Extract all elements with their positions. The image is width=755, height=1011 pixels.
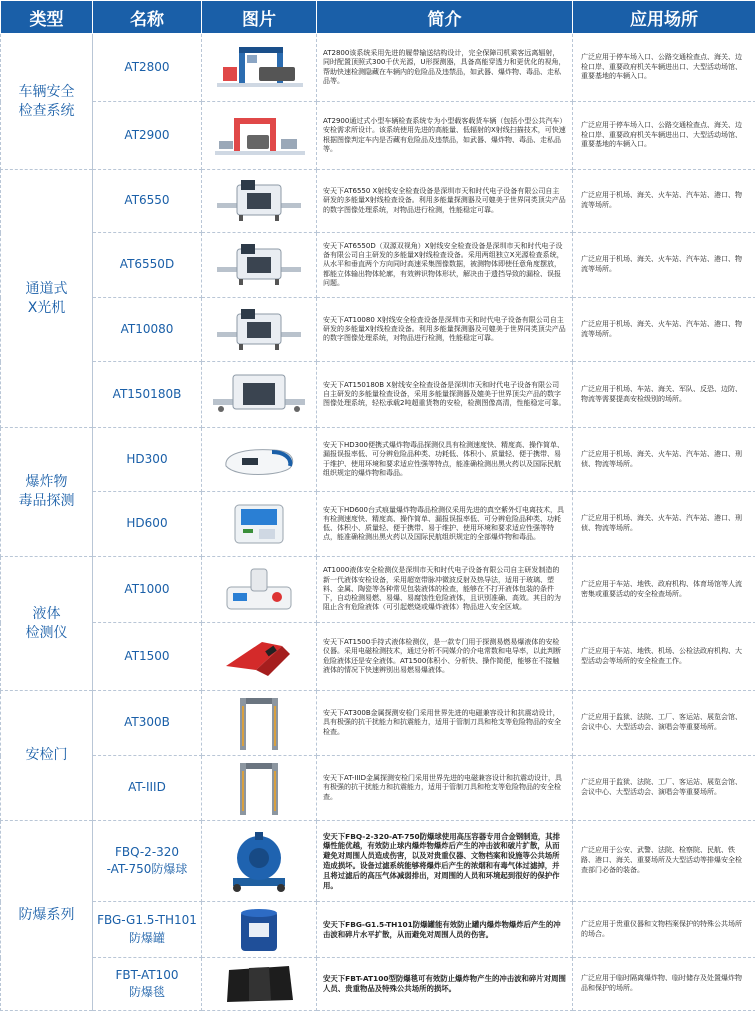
xray-scanner-icon: [202, 306, 316, 354]
product-application: 广泛应用于公安、武警、法院、检察院、民航、铁路、港口、海关、重要场所及大型活动等排爆安全检查部门必备的装备。: [573, 821, 755, 902]
category-cell: 液体 检测仪: [1, 557, 93, 691]
liquid-detector-icon: [202, 565, 316, 615]
product-name: AT6550D: [93, 233, 202, 298]
product-image: [202, 34, 317, 102]
product-image: [202, 691, 317, 756]
product-name: FBQ-2-320 -AT-750防爆球: [93, 821, 202, 902]
product-intro: 安天下AT1500手持式液体检测仪，是一款专门用于探测易燃易爆液体的安检仪器。采用电磁检测技术，通过分析不同媒介的介电常数和电导率，以此判断危险液体还是安全液体。AT1500体积小、分析快、操作简便，能够在不接触液体的情况下快速辨别出易燃易爆液体。: [317, 623, 573, 691]
category-cell: 车辆安全 检查系统: [1, 34, 93, 170]
product-image: [202, 362, 317, 428]
table-row: [1, 756, 755, 821]
vehicle-arch-scanner-icon: [202, 111, 316, 161]
product-application: 广泛应用于机场、海关、火车站、汽车站、港口、物流等场所。: [573, 298, 755, 362]
product-image: [202, 756, 317, 821]
product-application: 广泛应用于停车场入口、公路交通检查点、海关、边检口岸、重要政府机关车辆进出口、大型活动场馆、重要基地的车辆入口。: [573, 102, 755, 170]
xray-scanner-icon: [202, 177, 316, 225]
table-row: [1, 362, 755, 428]
category-cell: 安检门: [1, 691, 93, 821]
table-row: [1, 428, 755, 492]
product-intro: AT2800该系统采用先进的履带输送结构设计，完全保障司机乘客远离辐射，同时配置顶照式300千伏光源，U形探测器，具备高能穿透力和更优化的视角，帮助快速检测隐藏在车辆内的危险品及违禁品，如武器、爆炸物、毒品、走私品等。: [317, 34, 573, 102]
handheld-liquid-scanner-icon: [202, 632, 316, 682]
table-row: [1, 958, 755, 1011]
product-intro: AT2900通过式小型车辆检查系统专为小型载客载货车辆（包括小型公共汽车）安检需求所设计。该系统使用先进的高能量、低辐射的X射线扫描技术，可快速根据图像判定车内是否藏有危险品及违禁品，如武器、爆炸物、毒品、走私品等。: [317, 102, 573, 170]
walkthrough-metal-detector-icon: [202, 694, 316, 752]
product-application: 广泛应用于停车场入口、公路交通检查点、海关、边检口岸、重要政府机关车辆进出口、大型活动场馆、重要基地的车辆入口。: [573, 34, 755, 102]
product-name: FBT-AT100 防爆毯: [93, 958, 202, 1011]
product-image: [202, 958, 317, 1011]
desktop-trace-detector-icon: [202, 499, 316, 549]
table-header-row: [1, 1, 755, 34]
product-application: 广泛应用于机场、海关、火车站、汽车站、港口、物流等场所。: [573, 233, 755, 298]
header-intro: 简介: [317, 1, 573, 34]
product-intro: 安天下FBQ-2-320-AT-750防爆球使用高压容器专用合金钢制造，其排爆性能优越，有效防止球内爆炸物爆炸后产生的冲击波和破片扩散，从而避免对周围人员造成伤害，以及对贵重仪器、文物档案和设施等公共场所造成损坏。设备过滤系统能够将爆炸后产生的浓烟和有毒气体过滤掉，并且将过滤后的高压气体减弱排出，对周围的人员和环境起到很好的保护作用。: [317, 821, 573, 902]
table-row: [1, 821, 755, 902]
product-image: [202, 557, 317, 623]
product-application: 广泛应用于机场、海关、火车站、汽车站、港口、刑侦、物流等场所。: [573, 492, 755, 557]
product-image: [202, 298, 317, 362]
product-name: AT10080: [93, 298, 202, 362]
table-row: [1, 298, 755, 362]
product-name: AT6550: [93, 170, 202, 233]
handheld-trace-detector-icon: [202, 436, 316, 484]
explosion-proof-blanket-icon: [202, 960, 316, 1008]
product-intro: 安天下AT300B金属探测安检门采用世界先进的电磁兼容设计和抗震动设计，具有极强的抗干扰能力和抗震能力，适用于管制刀具和枪支等危险物品的安全检查。: [317, 691, 573, 756]
product-intro: 安天下FBT-AT100型防爆毯可有效防止爆炸物产生的冲击波和碎片对周围人员、贵重物品及特殊公共场所的损坏。: [317, 958, 573, 1011]
product-application: 广泛应用于机场、海关、火车站、汽车站、港口、刑侦、物流等场所。: [573, 428, 755, 492]
product-intro: 安天下AT6550D（双源双视角）X射线安全检查设备是深圳市天和时代电子设备有限公司自主研发的多能量X射线检查设备。采用两组独立X光源检查系统，从水平和垂直两个方向同时高速采集图像数据，被测物体即使任意角度摆放，都能立体输出物体轮廓，有效辨识物体形状，解决由于遗挡导致的漏检、误报问题。: [317, 233, 573, 298]
product-intro: 安天下AT10080 X射线安全检查设备是深圳市天和时代电子设备有限公司自主研发的多能量X射线检查设备。利用多能量探测器及可媲美于世界同类顶尖产品的数字图像处理系统，对物品进行检测，性能稳定可靠。: [317, 298, 573, 362]
product-application: 广泛应用于车站、地铁、机场、公检法政府机构、大型活动会等场所的安全检查工作。: [573, 623, 755, 691]
product-intro: 安天下FBG-G1.5-TH101防爆罐能有效防止罐内爆炸物爆炸后产生的冲击波和碎片水平扩散，从而避免对周围人员的伤害。: [317, 902, 573, 958]
product-name: AT2800: [93, 34, 202, 102]
product-name: AT300B: [93, 691, 202, 756]
product-application: 广泛应用于机场、车站、海关、军队、反恐、边防、物流等需要提高安检级别的场所。: [573, 362, 755, 428]
product-intro: 安天下HD300便携式爆炸物毒品探测仪具有检测速度快、精度高、操作简单、漏报误报率低、可分辨危险品种类、功耗低、体积小、质量轻、便于携带、易于维护、使用环境和要求适应性强等特点，能准确检测出黑火药以及国际民航组织规定的爆炸物和毒品。: [317, 428, 573, 492]
product-name: HD300: [93, 428, 202, 492]
product-name: AT150180B: [93, 362, 202, 428]
large-xray-scanner-icon: [202, 371, 316, 419]
table-row: [1, 902, 755, 958]
table-row: [1, 102, 755, 170]
walkthrough-metal-detector-icon: [202, 759, 316, 817]
table-row: [1, 557, 755, 623]
product-intro: 安天下AT6550 X射线安全检查设备是深圳市天和时代电子设备有限公司自主研发的多能量X射线检查设备。利用多能量探测器及可媲美于世界同类顶尖产品的数字图像处理系统，对物品进行检测，性能稳定可靠。: [317, 170, 573, 233]
product-name: AT-IIID: [93, 756, 202, 821]
product-application: 广泛应用于车站、地铁、政府机构、体育场馆等人流密集或重要活动的安全检查场所。: [573, 557, 755, 623]
xray-scanner-icon: [202, 241, 316, 289]
product-name: AT1500: [93, 623, 202, 691]
explosion-proof-tank-icon: [202, 905, 316, 955]
product-intro: 安天下AT150180B X射线安全检查设备是深圳市天和时代电子设备有限公司自主研发的多能量检查设备，采用多能量探测器及媲美于世界顶尖产品的数字图像处理系统，轻松承载2吨超重货物的安检，检测图像高清，性能稳定可靠。: [317, 362, 573, 428]
vehicle-gantry-scanner-icon: [202, 43, 316, 93]
header-type: 类型: [1, 1, 93, 34]
product-application: 广泛应用于监狱、法院、工厂、客运站、展览会馆、会议中心、大型活动会、演唱会等重要场所。: [573, 691, 755, 756]
product-image: [202, 492, 317, 557]
product-application: 广泛应用于机场、海关、火车站、汽车站、港口、物流等场所。: [573, 170, 755, 233]
product-image: [202, 102, 317, 170]
category-cell: 通道式 X光机: [1, 170, 93, 428]
table-row: [1, 34, 755, 102]
product-name: AT1000: [93, 557, 202, 623]
product-intro: 安天下AT-IIID金属探测安检门采用世界先进的电磁兼容设计和抗震动设计，具有极强的抗干扰能力和抗震能力，适用于管制刀具和枪支等危险物品的安全检查。: [317, 756, 573, 821]
table-row: [1, 233, 755, 298]
category-cell: 防爆系列: [1, 821, 93, 1011]
product-image: [202, 623, 317, 691]
product-name: HD600: [93, 492, 202, 557]
product-name: AT2900: [93, 102, 202, 170]
product-image: [202, 428, 317, 492]
product-intro: AT1000液体安全检测仪是深圳市天和时代电子设备有限公司自主研发制造的新一代液体安检设备，采用超宽带脉冲微波反射及热导法，适用于玻璃、塑料、金属、陶瓷等各种常见包装液体的检查，能够在不打开液体包装的条件下，自动检测易燃、易爆、易腐蚀性危险液体，且识别准确、高效。其目的为阻止含有危险液体（可引起燃烧或爆炸液体）物品进入安全区域。: [317, 557, 573, 623]
product-name: FBG-G1.5-TH101 防爆罐: [93, 902, 202, 958]
product-application: 广泛应用于临时隔离爆炸物、临时储存及处置爆炸物品和保护的场所。: [573, 958, 755, 1011]
table-row: [1, 170, 755, 233]
product-intro: 安天下HD600台式痕量爆炸物毒品检测仪采用先进的真空紫外灯电离技术，具有检测速度快、精度高、操作简单、漏报误报率低、可分辨危险品种类、功耗低、体积小、质量轻、便于携带、易于维护、使用环境和要求适应性强等特点，能准确检测出黑火药以及国际民航组织规定的全部爆炸物和毒品。: [317, 492, 573, 557]
table-row: [1, 691, 755, 756]
product-image: [202, 233, 317, 298]
table-row: [1, 623, 755, 691]
explosion-proof-sphere-icon: [202, 828, 316, 894]
header-application: 应用场所: [573, 1, 755, 34]
header-picture: 图片: [202, 1, 317, 34]
product-image: [202, 821, 317, 902]
product-application: 广泛应用于贵重仪器和文物档案保护的特殊公共场所的场合。: [573, 902, 755, 958]
category-cell: 爆炸物 毒品探测: [1, 428, 93, 557]
product-image: [202, 902, 317, 958]
header-name: 名称: [93, 1, 202, 34]
table-row: [1, 492, 755, 557]
product-application: 广泛应用于监狱、法院、工厂、客运站、展览会馆、会议中心、大型活动会、演唱会等重要场所。: [573, 756, 755, 821]
product-image: [202, 170, 317, 233]
